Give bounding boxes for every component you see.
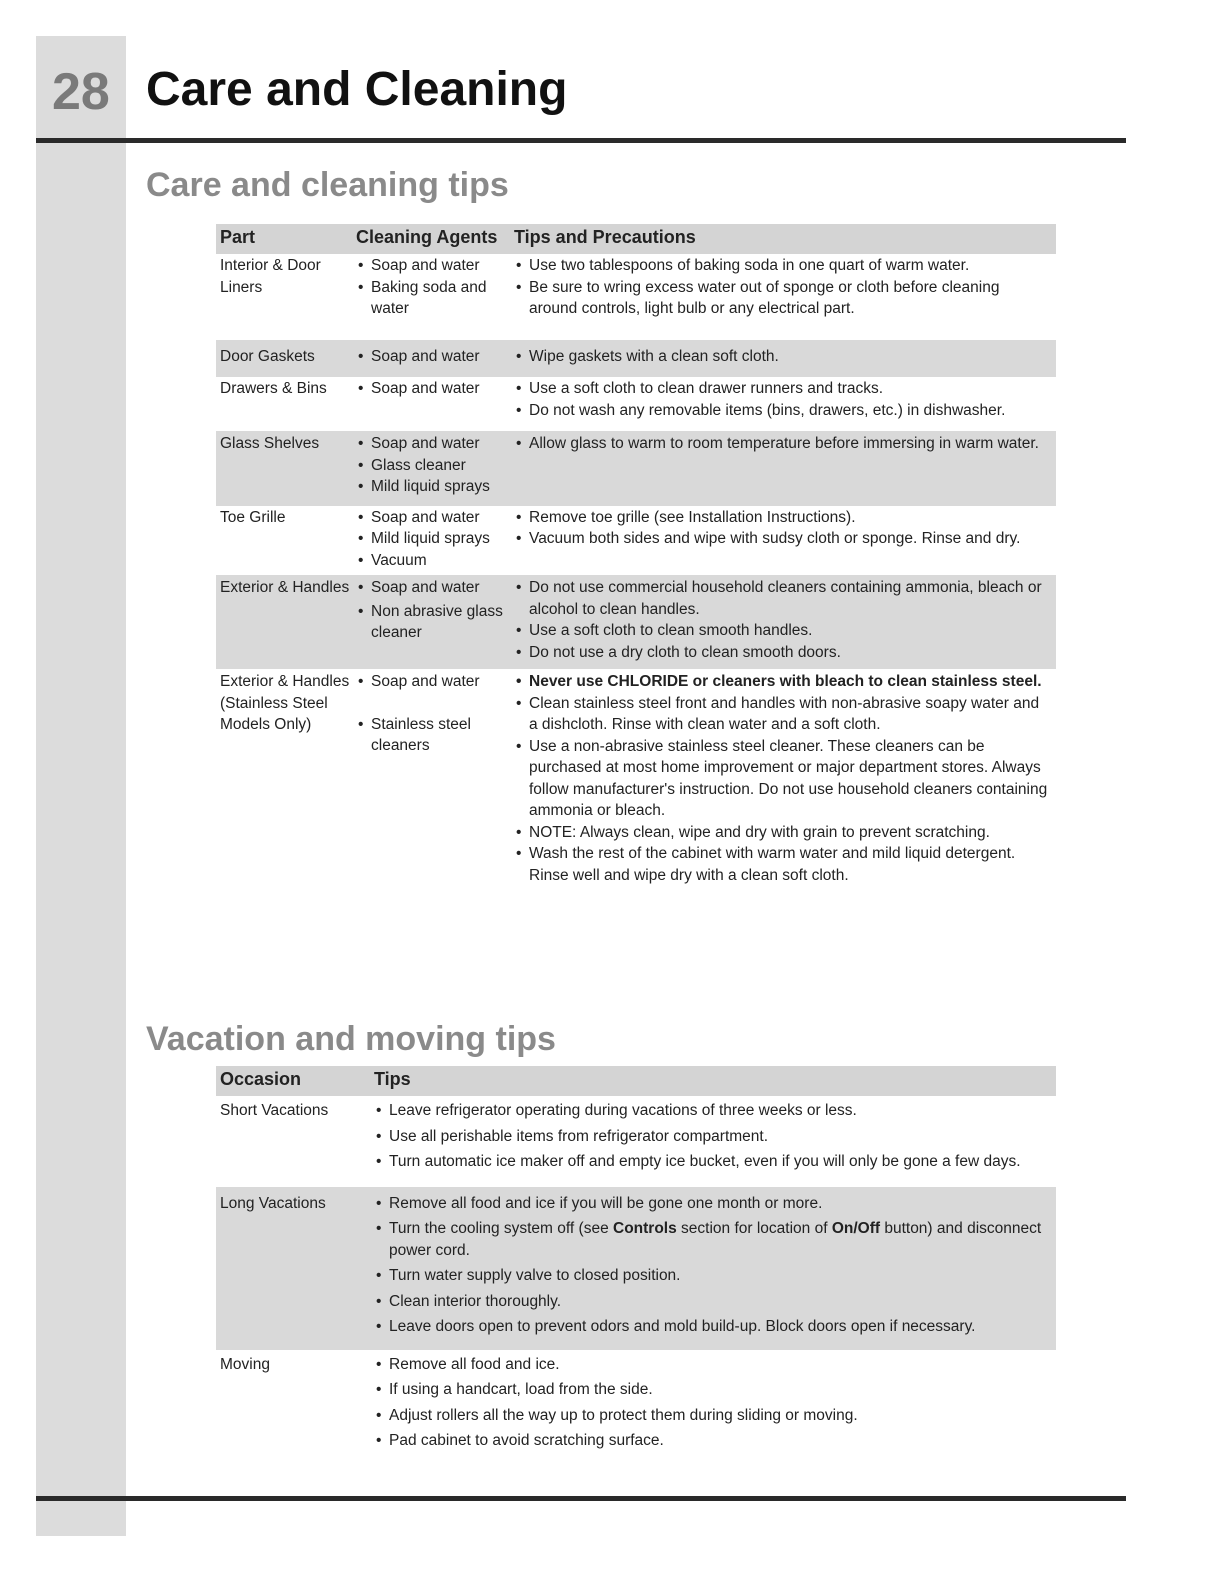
tip-item: • Leave doors open to prevent odors and mold build-up. Block doors open if necessary.	[374, 1316, 1050, 1338]
header-part: Part	[220, 227, 256, 247]
tip-item: • Use a soft cloth to clean drawer runners and tracks.	[514, 378, 1050, 400]
tip-item: • Remove all food and ice if you will be gone one month or more.	[374, 1193, 1050, 1215]
tip-item: • Allow glass to warm to room temperature before immersing in warm water.	[514, 433, 1050, 455]
table-row	[216, 1350, 1056, 1452]
header-tips: Tips and Precautions	[514, 227, 696, 247]
tip-item: • Clean interior thoroughly.	[374, 1291, 1050, 1313]
tip-item: • Turn the cooling system off (see Controls section for location of On/Off button) and disconnect power cord.	[374, 1218, 1050, 1261]
part-cell: Exterior & Handles	[220, 579, 350, 596]
part-cell: Toe Grille	[220, 508, 286, 526]
part-cell: Exterior & Handles (Stainless Steel Models Only)	[220, 673, 350, 733]
warning-tip-item: • Never use CHLORIDE or cleaners with bleach to clean stainless steel.	[514, 671, 1050, 693]
tip-item: • Use two tablespoons of baking soda in one quart of warm water.	[514, 255, 1050, 277]
care-table-header	[216, 224, 1056, 254]
tip-item: • Adjust rollers all the way up to protect them during sliding or moving.	[374, 1405, 1050, 1427]
part-cell: Glass Shelves	[220, 435, 320, 452]
tip-item: • Wipe gaskets with a clean soft cloth.	[514, 346, 1050, 368]
tip-item: • Be sure to wring excess water out of sponge or cloth before cleaning around controls, light bulb or any electrical part.	[514, 277, 1050, 320]
agent-item: • Soap and water	[356, 671, 514, 693]
table-row	[216, 1096, 1056, 1187]
tip-item: • Turn water supply valve to closed position.	[374, 1265, 1050, 1287]
tip-item: • Use a soft cloth to clean smooth handles.	[514, 620, 1050, 642]
page-sidebar-band	[36, 36, 126, 1536]
tip-item: • Use all perishable items from refrigerator compartment.	[374, 1126, 1050, 1148]
part-cell: Interior & Door Liners	[220, 257, 321, 296]
vacation-table-header	[216, 1066, 1056, 1096]
table-row	[216, 575, 1056, 669]
tip-item: • Wash the rest of the cabinet with warm water and mild liquid detergent. Rinse well and wipe dry with a clean soft cloth.	[514, 843, 1050, 886]
tip-item: • Turn automatic ice maker off and empty ice bucket, even if you will only be gone a few days.	[374, 1151, 1050, 1173]
agent-item: • Soap and water	[356, 507, 514, 529]
table-row	[216, 506, 1056, 576]
table-row	[216, 669, 1056, 886]
agent-item: • Stainless steel cleaners	[356, 714, 514, 757]
agent-item: • Soap and water	[356, 346, 514, 368]
care-section-title: Care and cleaning tips	[146, 166, 509, 204]
occasion-cell: Long Vacations	[220, 1194, 326, 1212]
tip-item: • Remove toe grille (see Installation Instructions).	[514, 507, 1050, 529]
tip-item: • Do not use a dry cloth to clean smooth doors.	[514, 642, 1050, 664]
table-row	[216, 340, 1056, 378]
header-tips: Tips	[374, 1069, 411, 1089]
agent-item: • Soap and water	[356, 577, 514, 599]
agent-item: • Glass cleaner	[356, 455, 514, 477]
header-agents: Cleaning Agents	[356, 227, 498, 247]
page-number: 28	[52, 63, 110, 121]
agent-item: • Soap and water	[356, 378, 514, 400]
part-cell: Drawers & Bins	[220, 380, 327, 397]
top-rule	[36, 138, 1126, 143]
table-row	[216, 254, 1056, 340]
tip-item: • Vacuum both sides and wipe with sudsy cloth or sponge. Rinse and dry.	[514, 528, 1050, 550]
tip-item: • Remove all food and ice.	[374, 1354, 1050, 1376]
care-table	[216, 224, 1056, 886]
header-occasion: Occasion	[220, 1069, 302, 1089]
table-row	[216, 1187, 1056, 1350]
table-row	[216, 377, 1056, 431]
tip-item: • Do not wash any removable items (bins, drawers, etc.) in dishwasher.	[514, 400, 1050, 422]
tip-item: • Use a non-abrasive stainless steel cleaner. These cleaners can be purchased at most home improvement or major department stores. Always follow manufacturer's instruction. Do not use household cleaners containing ammonia or bleach.	[514, 736, 1050, 822]
bottom-rule	[36, 1496, 1126, 1501]
agent-item: • Soap and water	[356, 255, 514, 277]
occasion-cell: Moving	[220, 1355, 270, 1373]
agent-item: • Soap and water	[356, 433, 514, 455]
tip-item: • NOTE: Always clean, wipe and dry with grain to prevent scratching.	[514, 822, 1050, 844]
vacation-section-title: Vacation and moving tips	[146, 1020, 556, 1058]
vacation-table	[216, 1066, 1056, 1452]
agent-item: • Vacuum	[356, 550, 514, 572]
tip-item: • Leave refrigerator operating during vacations of three weeks or less.	[374, 1100, 1050, 1122]
agent-item: • Mild liquid sprays	[356, 476, 514, 498]
agent-item: • Non abrasive glass cleaner	[356, 601, 514, 644]
table-row	[216, 431, 1056, 506]
tip-item: • Pad cabinet to avoid scratching surface.	[374, 1430, 1050, 1452]
page-title: Care and Cleaning	[146, 63, 568, 116]
occasion-cell: Short Vacations	[220, 1102, 329, 1119]
part-cell: Door Gaskets	[220, 347, 315, 365]
tip-item: • Do not use commercial household cleaners containing ammonia, bleach or alcohol to clean handles.	[514, 577, 1050, 620]
tip-item: • If using a handcart, load from the side.	[374, 1379, 1050, 1401]
tip-item: • Clean stainless steel front and handles with non-abrasive soapy water and a dishcloth. Rinse with clean water and a soft cloth.	[514, 693, 1050, 736]
agent-item: • Mild liquid sprays	[356, 528, 514, 550]
agent-item: • Baking soda and water	[356, 277, 514, 320]
